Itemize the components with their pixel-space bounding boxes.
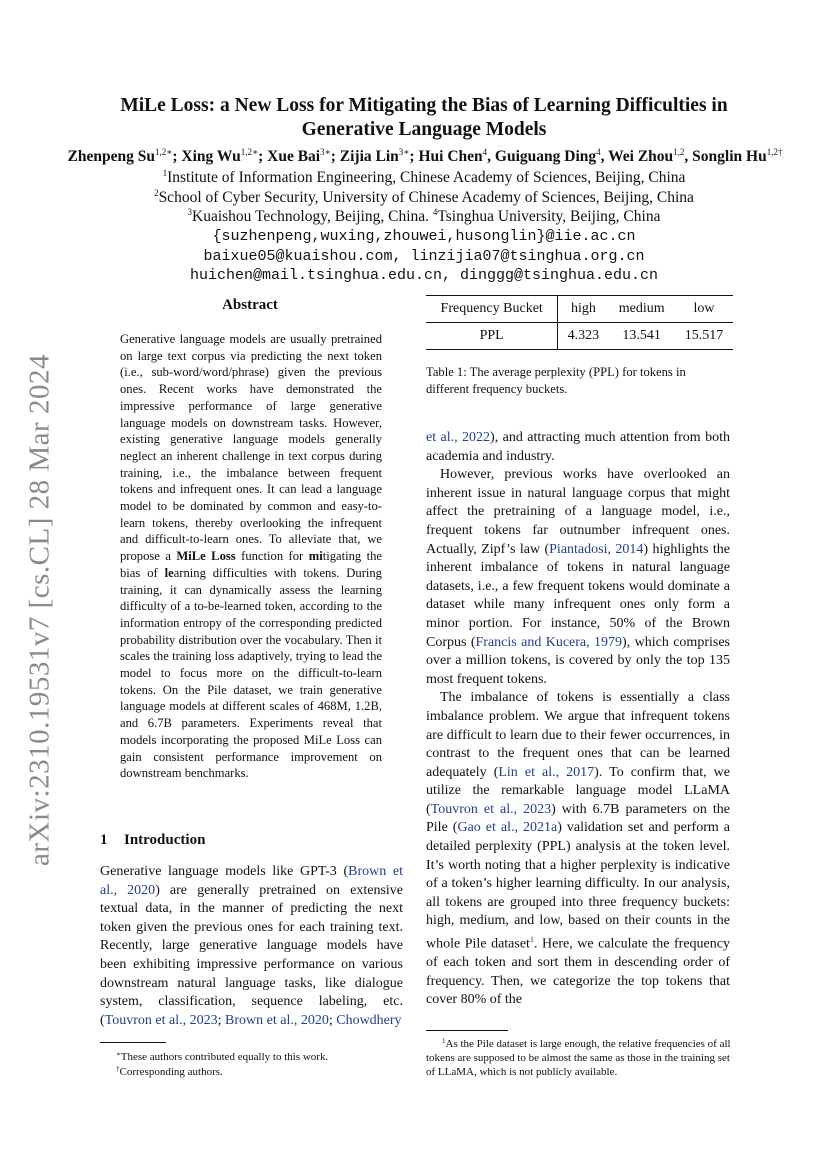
author-sup: 3∗ xyxy=(320,147,331,157)
abstract-body xyxy=(120,331,382,782)
affiliation-1 xyxy=(60,168,788,187)
table-header-cell: Frequency Bucket xyxy=(426,296,558,323)
footnote-pile-dataset xyxy=(426,1034,731,1079)
author-name: Zijia Lin xyxy=(339,148,399,165)
footnote-text: These authors contributed equally to this work. xyxy=(120,1051,329,1063)
author-sup: 1,2 xyxy=(673,147,685,157)
citation-link[interactable]: Francis and Kucera, 1979 xyxy=(475,634,623,650)
paper-title xyxy=(60,94,788,142)
affiliation-sup: 2 xyxy=(154,188,159,198)
table-caption: Table 1: The average perplexity (PPL) for tokens in different frequency buckets. xyxy=(426,365,686,396)
body-text: ; xyxy=(217,1012,226,1028)
affiliation-text: Tsinghua University, Beijing, China xyxy=(437,208,661,225)
citation-link[interactable]: Chowdhery xyxy=(336,1012,402,1028)
author-sup: 1,2∗ xyxy=(240,147,259,157)
author-name: Guiguang Ding xyxy=(494,148,597,165)
footnote-rule xyxy=(100,1042,166,1043)
body-text: ) highlights the inherent imbalance of tokens in natural language datasets, i.e., a few frequent tokens would dominate a dataset while many infrequent ones only form a minor portion. For instance, 50% of the Brown Corpus ( xyxy=(426,541,730,650)
abstract-heading: Abstract xyxy=(222,297,278,313)
table-cell: 15.517 xyxy=(675,323,733,350)
table-row xyxy=(426,323,733,350)
body-text: . Here, we calculate the frequency of each token and sort them in descending order of frequency. Then, we categorize the top tokens that cover 80% of the xyxy=(426,936,730,1008)
footnote-mark: 1 xyxy=(442,1037,446,1045)
footnote-mark: † xyxy=(116,1065,120,1073)
body-text: Generative language models like GPT-3 ( xyxy=(100,864,349,879)
footnote-mark: ∗ xyxy=(116,1050,121,1058)
abstract-text: arning difficulties with tokens. During training, it can dynamically assess the learning difficulty of a to-be-learned token, according to the information entropy of the corresponding predicted probability distribution over the vocabulary. Then it scales the training loss adaptively, trying to lead the model to focus more on the difficult-to-learn tokens. On the Pile dataset, we train generative language models at different scales of 468M, 1.2B, and 6.7B parameters. Experiments reveal that models incorporating the proposed MiLe Loss can gain consistent performance improvement on downstream benchmarks. xyxy=(120,565,382,781)
citation-link[interactable]: et al., 2022 xyxy=(426,430,491,445)
abstract-text: function for xyxy=(241,549,304,564)
table-cell: 4.323 xyxy=(558,323,609,350)
author-sup: 1,2∗ xyxy=(154,147,173,157)
abstract-bold-term: le xyxy=(164,565,174,580)
citation-link[interactable]: Touvron et al., 2023 xyxy=(430,801,552,817)
author-name: Xing Wu xyxy=(181,148,241,165)
footnote-text: Corresponding authors. xyxy=(119,1066,223,1078)
table-cell: PPL xyxy=(426,323,558,350)
affiliation-2 xyxy=(60,188,788,207)
author-list: Zhenpeng $Su^{1,2∗}$; Xing $Wu^{1,2∗}$; Xue Bai$^{3∗}$; Zijia Lin$^{3∗}$; Hui Chen$^4$, Guiguang Ding$^4$, Wei Zhou$^{1,2}$, Songlin $Hu^{1,2\dagger}$ xyxy=(67,147,783,165)
email-line-1: {suzhenpeng,wuxing,zhouwei,husonglin}@iie.ac.cn xyxy=(212,228,636,245)
body-text: ) are generally pretrained on extensive textual data, in the manner of predicting the next token given the previous ones for each training text. Recently, large generative language models have been exhibiting impressive performance on various downstream natural language tasks, like dialogue system, classification, sequence labeling, etc. ( xyxy=(100,882,404,1028)
intro-right-column xyxy=(426,429,730,1010)
email-line-2: baixue05@kuaishou.com, linzijia07@tsinghua.org.cn xyxy=(203,248,645,265)
affiliation-text: Institute of Information Engineering, Chinese Academy of Sciences, Beijing, China xyxy=(167,169,686,186)
citation-link[interactable]: Gao et al., 2021a xyxy=(457,820,558,836)
body-text: ). To confirm that, we utilize the remarkable language model LLaMA ( xyxy=(426,764,731,817)
intro-paragraph-3 xyxy=(426,689,730,1010)
author-sup: 4 xyxy=(596,147,601,157)
citation-link[interactable]: Piantadosi, 2014 xyxy=(549,541,644,557)
author-name: Wei Zhou xyxy=(608,148,674,165)
footnote-corresponding xyxy=(116,1062,406,1079)
citation-link[interactable]: Brown et al., 2020 xyxy=(225,1012,329,1028)
affiliation-sup: 1 xyxy=(162,168,168,178)
email-line-3: huichen@mail.tsinghua.edu.cn, dinggg@tsinghua.edu.cn xyxy=(189,267,659,284)
body-text: ; xyxy=(328,1012,337,1028)
body-text: The imbalance of tokens is essentially a class imbalance problem. We argue that infrequent tokens are difficult to learn due to their fewer occurrences, in contrast to the frequent ones that can be learned adequately ( xyxy=(426,690,730,780)
arxiv-identifier xyxy=(20,354,60,866)
affiliation-sup: 3 xyxy=(187,207,193,217)
abstract-bold-term: MiLe Loss xyxy=(176,549,236,564)
author-sup: 1,2† xyxy=(766,147,783,157)
affiliation-sup: 4 xyxy=(432,207,438,217)
body-text: ) validation set and perform a detailed perplexity (PPL) analysis at the token level. It’s worth noting that a higher perplexity is indicative of a token’s higher learning difficulty. In our analysis, all tokens are grouped into three frequency buckets: high, medium, and low, based on their counts in the whole Pile dataset xyxy=(426,820,730,952)
affiliation-3-4 xyxy=(60,207,788,226)
citation-link[interactable]: Touvron et al., 2023 xyxy=(104,1012,218,1028)
body-text: ), which comprises over a million tokens, is covered by only the top 135 most frequent tokens. xyxy=(426,634,730,687)
table-cell: 13.541 xyxy=(608,323,675,350)
title-line-1: MiLe Loss: a New Loss for Mitigating the Bias of Learning Difficulties in xyxy=(120,95,728,116)
intro-paragraph-1-cont xyxy=(426,429,730,466)
body-text: ), and attracting much attention from both academia and industry. xyxy=(426,430,730,464)
abstract-text: tigating the bias of xyxy=(120,549,383,580)
table-header-row xyxy=(426,296,733,323)
section-number: 1 xyxy=(100,832,108,848)
affiliation-text: Kuaishou Technology, Beijing, China. xyxy=(192,208,430,225)
table-header-cell: medium xyxy=(608,296,675,323)
author-name: Xue Bai xyxy=(267,148,321,165)
body-text: However, previous works have overlooked an inherent issue in natural language corpus that might affect the pretraining of a language model, i.e., frequent tokens far outnumber infrequent ones. Actually, Zipf’s law ( xyxy=(426,467,730,557)
author-sup: 4 xyxy=(482,147,488,157)
arxiv-identifier-text: arXiv:2310.19531v7 [cs.CL] 28 Mar 2024 xyxy=(23,354,56,866)
body-text: ) with 6.7B parameters on the Pile ( xyxy=(426,801,730,836)
author-name: Songlin Hu xyxy=(692,148,767,165)
frequency-table xyxy=(426,295,733,350)
intro-paragraph-2 xyxy=(426,466,730,689)
author-name: Hui Chen xyxy=(418,148,483,165)
citation-link[interactable]: Brown et al., 2020 xyxy=(100,864,403,898)
section-title: Introduction xyxy=(124,832,206,848)
abstract-text: Generative language models are usually pretrained on large text corpus via predicting the next token (i.e., sub-word/word/phrase) given the previous ones. Recent works have demonstrated the impressive performance of large generative language models on downstream tasks. However, existing generative language models generally neglect an inherent challenge in text corpus during training, i.e., the imbalance between frequent tokens and infrequent ones. It can lead a language model to be dominated by common and easy-to-learn tokens, thereby overlooking the infrequent and difficult-to-learn ones. To alleviate that, we propose a xyxy=(120,332,382,564)
footnote-rule xyxy=(426,1030,508,1031)
table-header-cell: high xyxy=(558,296,609,323)
footnote-ref[interactable]: 1 xyxy=(529,935,534,945)
intro-paragraph-1 xyxy=(100,863,403,1030)
affiliation-text: School of Cyber Security, University of Chinese Academy of Sciences, Beijing, China xyxy=(158,189,694,206)
table-header-cell: low xyxy=(675,296,733,323)
section-heading xyxy=(100,832,205,849)
abstract-bold-term: mi xyxy=(308,549,323,564)
footnote-text: As the Pile dataset is large enough, the relative frequencies of all tokens are supposed to be almost the same as those in the training set of LLaMA, which is not publicly available. xyxy=(426,1038,731,1078)
author-name: Zhenpeng Su xyxy=(67,148,155,165)
citation-link[interactable]: Lin et al., 2017 xyxy=(498,764,595,780)
author-sup: 3∗ xyxy=(398,147,410,157)
title-line-2: Generative Language Models xyxy=(301,119,547,140)
